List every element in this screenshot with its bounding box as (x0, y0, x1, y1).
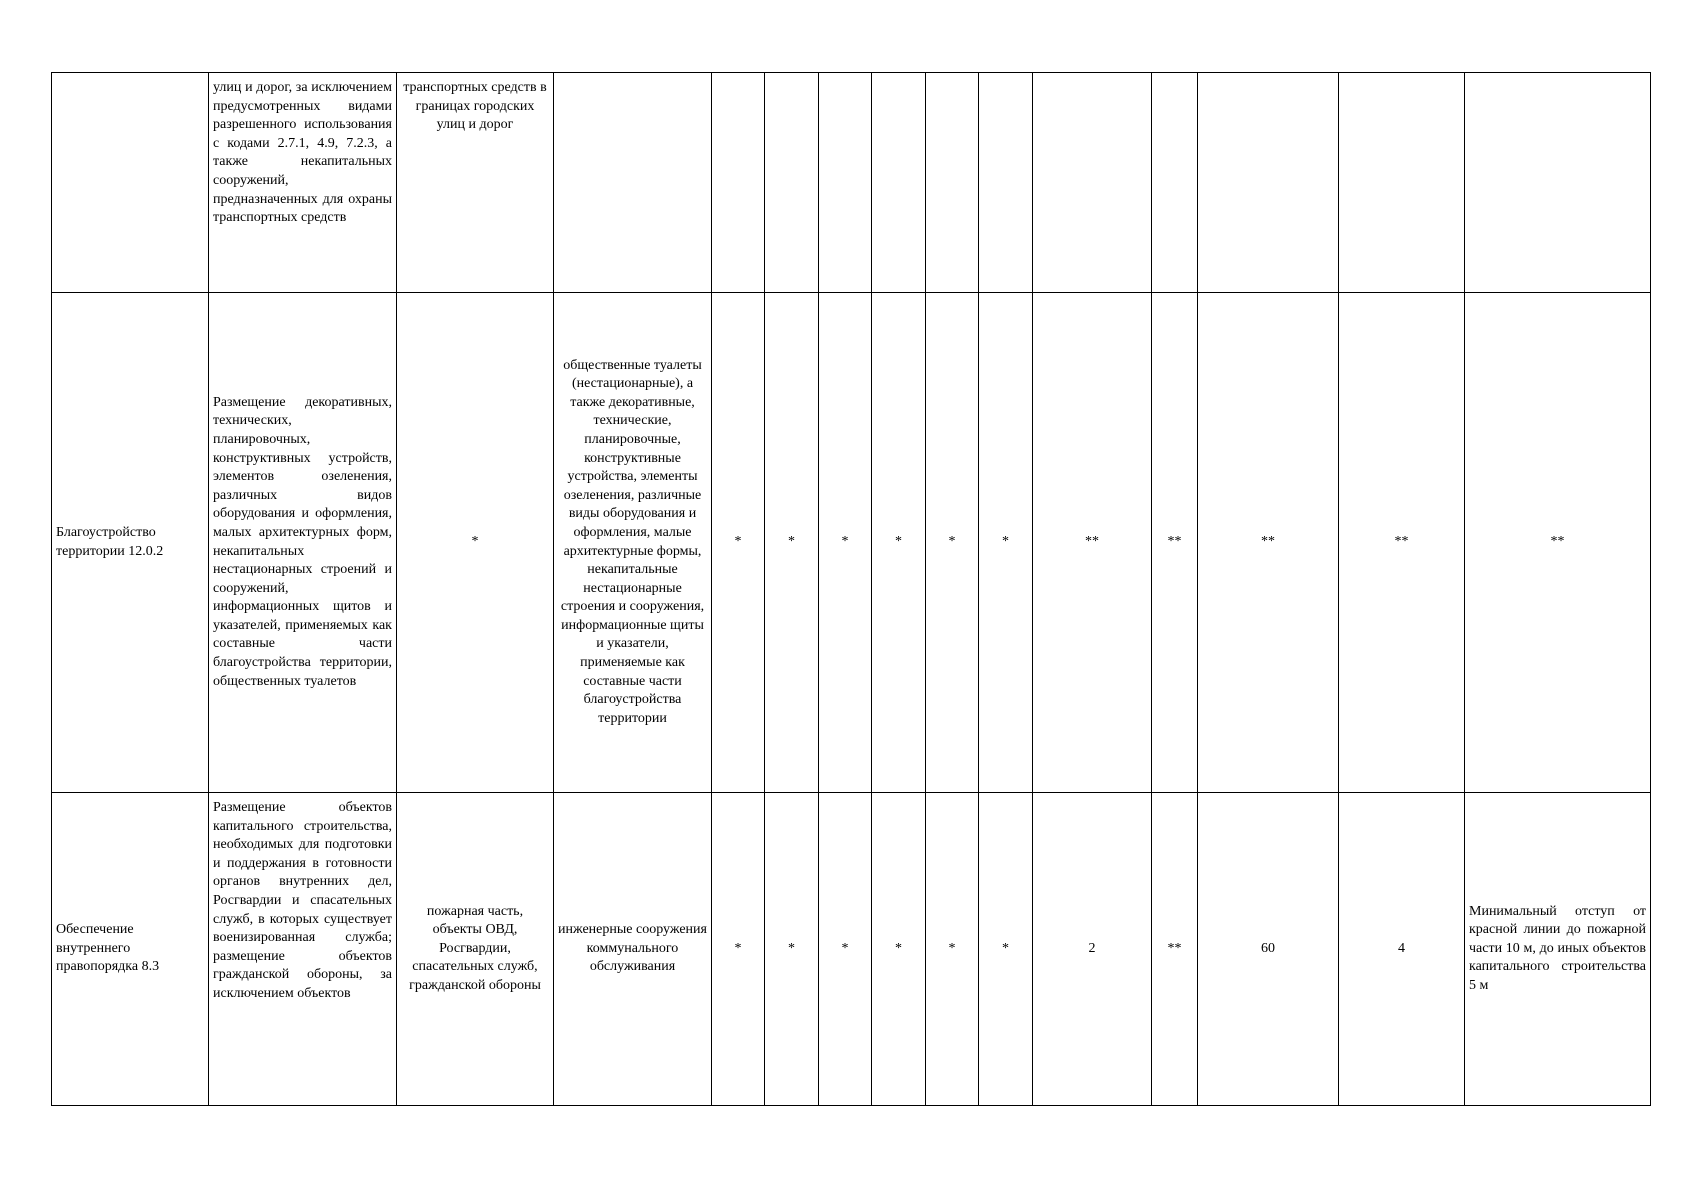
parameter-cell: 4 (1339, 793, 1465, 1106)
table-row (52, 793, 1651, 1106)
parameter-cell (765, 73, 819, 293)
auxiliary-objects-cell: общественные туалеты (нестационарные), а также декоративные, технические, планировочные, конструктивные устройства, элементы озеленения, различные виды оборудования и оформления, малые архитектурные формы, некапитальные нестационарные строения и сооружения, информационные щиты и указатели, применяемые как составные части благоустройства территории (554, 293, 712, 793)
parameter-cell: ** (1198, 293, 1339, 793)
parameter-cell (712, 73, 765, 293)
notes-cell: ** (1465, 293, 1651, 793)
parameter-cell: * (765, 293, 819, 793)
table-row (52, 73, 1651, 293)
notes-cell (1465, 73, 1651, 293)
auxiliary-objects-cell: инженерные сооружения коммунального обслуживания (554, 793, 712, 1106)
parameter-cell: ** (1033, 293, 1152, 793)
parameter-cell: * (979, 793, 1033, 1106)
parameter-cell: * (712, 293, 765, 793)
parameter-cell (1198, 73, 1339, 293)
parameter-cell: 2 (1033, 793, 1152, 1106)
use-type-name-cell: Обеспечение внутреннего правопорядка 8.3 (52, 793, 209, 1106)
auxiliary-objects-cell (554, 73, 712, 293)
main-objects-cell: транспортных средств в границах городских улиц и дорог (397, 73, 554, 293)
use-type-description-cell: Размещение декоративных, технических, планировочных, конструктивных устройств, элементов озеленения, различных видов оборудования и оформления, малых архитектурных форм, некапитальных нестационарных строений и сооружений, информационных щитов и указателей, применяемых как составные части благоустройства территории, общественных туалетов (209, 293, 397, 793)
parameter-cell: ** (1339, 293, 1465, 793)
use-type-description-cell: Размещение объектов капитального строительства, необходимых для подготовки и поддержания в готовности органов внутренних дел, Росгвардии и спасательных служб, в которых существует военизированная служба; размещение объектов гражданской обороны, за исключением объектов (209, 793, 397, 1106)
parameter-cell: * (712, 793, 765, 1106)
parameter-cell: * (926, 293, 979, 793)
notes-cell: Минимальный отступ от красной линии до пожарной части 10 м, до иных объектов капитального строительства 5 м (1465, 793, 1651, 1106)
parameter-cell: * (872, 793, 926, 1106)
parameter-cell: * (926, 793, 979, 1106)
parameter-cell (979, 73, 1033, 293)
parameter-cell: * (819, 793, 872, 1106)
parameter-cell: ** (1152, 293, 1198, 793)
parameter-cell: * (979, 293, 1033, 793)
parameter-cell: * (819, 293, 872, 793)
use-type-name-cell: Благоустройство территории 12.0.2 (52, 293, 209, 793)
parameter-cell (1152, 73, 1198, 293)
parameter-cell (872, 73, 926, 293)
zoning-regulations-table (51, 72, 1651, 1106)
parameter-cell: * (765, 793, 819, 1106)
parameter-cell: ** (1152, 793, 1198, 1106)
table-row (52, 293, 1651, 793)
parameter-cell (926, 73, 979, 293)
use-type-description-cell: улиц и дорог, за исключением предусмотренных видами разрешенного использования с кодами 2.7.1, 4.9, 7.2.3, а также некапитальных сооружений, предназначенных для охраны транспортных средств (209, 73, 397, 293)
parameter-cell (1339, 73, 1465, 293)
parameter-cell (819, 73, 872, 293)
main-objects-cell: пожарная часть, объекты ОВД, Росгвардии, спасательных служб, гражданской обороны (397, 793, 554, 1106)
parameter-cell (1033, 73, 1152, 293)
use-type-name-cell (52, 73, 209, 293)
parameter-cell: * (872, 293, 926, 793)
main-objects-cell: * (397, 293, 554, 793)
parameter-cell: 60 (1198, 793, 1339, 1106)
